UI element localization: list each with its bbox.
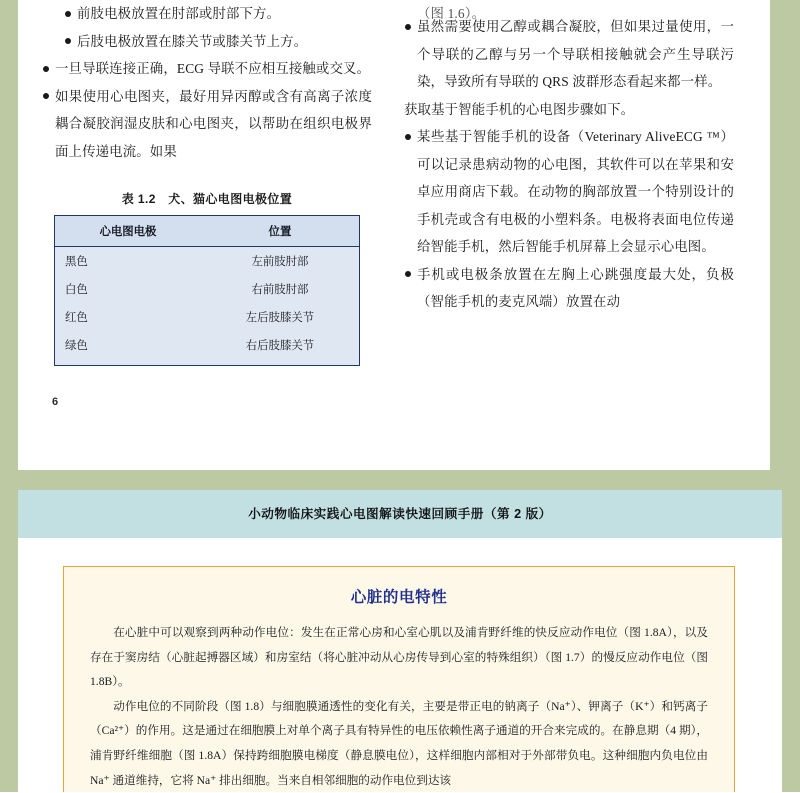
clipped-line: （图 1.6）。 — [417, 6, 486, 21]
right-text-column — [404, 0, 734, 316]
cell-position: 右后肢膝关节 — [245, 340, 315, 352]
body-paragraph: 获取基于智能手机的心电图步骤如下。 — [404, 101, 635, 117]
cell-electrode: 黑色 — [65, 256, 88, 268]
table-row — [55, 275, 360, 303]
running-head-title: 小动物临床实践心电图解读快速回顾手册（第 2 版） — [248, 507, 552, 521]
callout-body — [90, 621, 708, 793]
callout-box — [63, 566, 735, 792]
page-gutter-band — [0, 470, 800, 490]
page-two — [18, 490, 782, 792]
column-header-electrode: 心电图电极 — [55, 216, 201, 247]
table-row — [55, 247, 360, 276]
cell-electrode: 白色 — [65, 284, 88, 296]
body-paragraph: 在心脏中可以观察到两种动作电位：发生在正常心房和心室心肌以及浦肯野纤维的快反应动作电位（图 1.8A），以及存在于窦房结（心脏起搏器区域）和房室结（将心脏冲动从心房传导到心室的特殊组织）（图 1.7）的慢反应动作电位（图 1.8B）。 — [90, 626, 708, 689]
list-item: 虽然需要使用乙醇或耦合凝胶，但如果过量使用，一个导联的乙醇与另一个导联相接触就会产生导联污染，导致所有导联的 QRS 波群形态看起来都一样。 — [404, 13, 734, 96]
table-1-2-block — [42, 190, 372, 366]
page-number: 6 — [52, 396, 59, 408]
scan-right-margin-lower — [782, 490, 800, 792]
cell-electrode: 绿色 — [65, 340, 88, 352]
scan-right-margin-upper — [770, 0, 800, 470]
table-caption: 表 1.2 犬、猫心电图电极位置 — [121, 192, 293, 206]
scan-left-margin — [0, 0, 18, 792]
list-item: 如果使用心电图夹，最好用异丙醇或含有高离子浓度耦合凝胶润湿皮肤和心电图夹，以帮助在组织电极界面上传递电流。如果 — [42, 83, 372, 166]
cell-electrode: 红色 — [65, 312, 88, 324]
list-item: 前肢电极放置在肘部或肘部下方。 — [64, 0, 372, 28]
list-item: 一旦导联连接正确，ECG 导联不应相互接触或交叉。 — [42, 55, 372, 83]
list-item: 手机或电极条放置在左胸上心跳强度最大处，负极（智能手机的麦克风端）放置在动 — [404, 261, 734, 316]
cell-position: 左前肢肘部 — [251, 256, 309, 268]
column-header-position: 位置 — [201, 216, 360, 247]
cell-position: 左后肢膝关节 — [245, 312, 315, 324]
table-row — [55, 331, 360, 366]
body-paragraph: 动作电位的不同阶段（图 1.8）与细胞膜通透性的变化有关，主要是带正电的钠离子（Na⁺）、钾离子（K⁺）和钙离子（Ca²⁺）的作用。这是通过在细胞膜上对单个离子具有特异性的电压依赖性离子通道的开合来完成的。在静息期（4 期），浦肯野纤维细胞（图 1.8A）保持跨细胞膜电梯度（静息膜电位），这样细胞内部相对于外部带负电。这种细胞内负电位由 Na⁺ 通道维持，它将 Na⁺ 排出细胞。当来自相邻细胞的动作电位到达该 — [90, 699, 708, 787]
table-row — [55, 303, 360, 331]
table-header-row — [55, 216, 360, 247]
cell-position: 右前肢肘部 — [251, 284, 309, 296]
callout-title: 心脏的电特性 — [350, 589, 448, 606]
page-one — [18, 0, 770, 470]
ecg-electrode-position-table — [54, 215, 360, 366]
left-text-column — [42, 0, 372, 165]
list-item: 某些基于智能手机的设备（Veterinary AliveECG ™）可以记录患病动物的心电图，其软件可以在苹果和安卓应用商店下载。在动物的胸部放置一个特别设计的手机壳或含有电极的小塑料条。电极将表面电位传递给智能手机，然后智能手机屏幕上会显示心电图。 — [404, 123, 734, 261]
list-item: 后肢电极放置在膝关节或膝关节上方。 — [64, 28, 372, 56]
